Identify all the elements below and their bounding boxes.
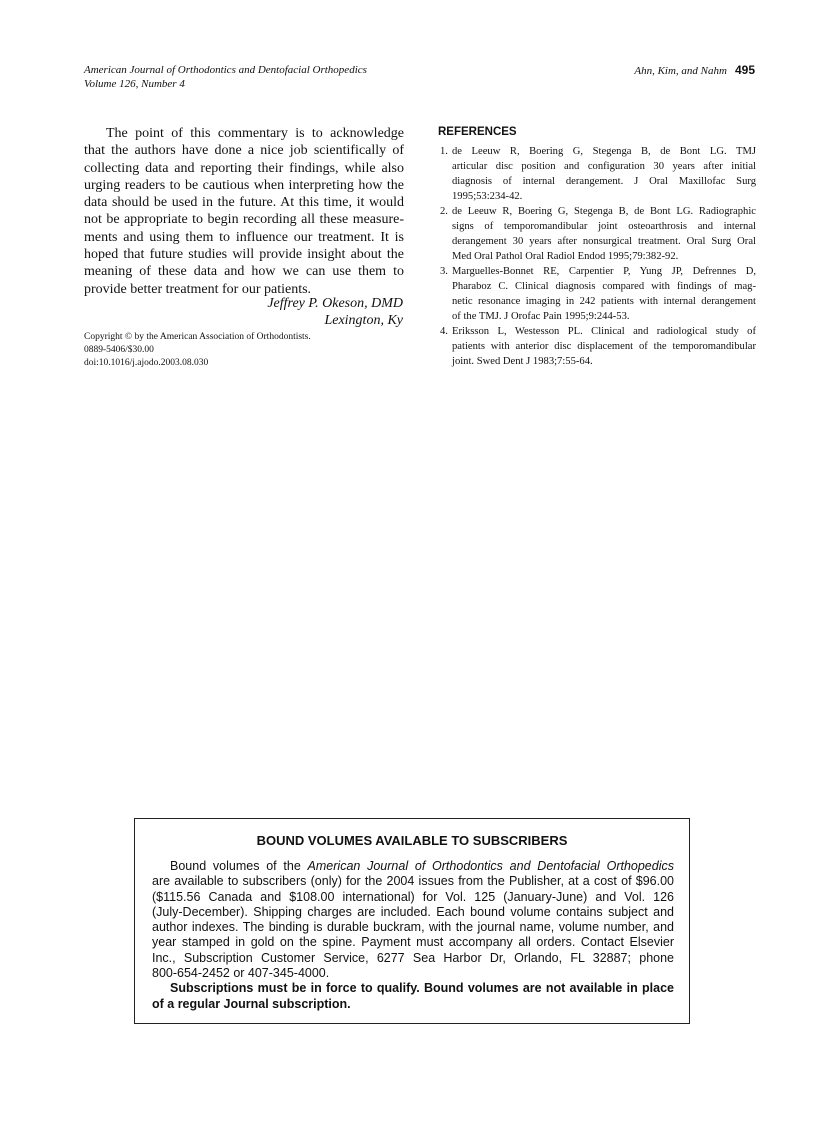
- reference-number: 4.: [440, 326, 448, 337]
- text-line: The point of this commentary is to acknowledge: [106, 126, 404, 141]
- notice-lines: [152, 874, 674, 981]
- running-header-left: [84, 63, 367, 91]
- reference-item: [438, 144, 756, 204]
- text-line: collecting data and reporting their findings, while also: [84, 160, 404, 176]
- text-line: derangement 30 years after nonsurgical treatment. Oral Surg Oral: [452, 236, 756, 247]
- notice-line: [152, 859, 674, 874]
- volume-number: Volume 126, Number 4: [84, 78, 185, 90]
- notice-bold-lines: [152, 981, 674, 1012]
- page-number: 495: [734, 63, 755, 77]
- text-line: provide better treatment for our patients.: [84, 281, 312, 297]
- text-line: de Leeuw R, Boering G, Stegenga B, de Bont LG. TMJ: [452, 146, 756, 157]
- text-line: ments and using them to influence our treatment. It is: [84, 229, 404, 245]
- text-line: year stamped in gold on the spine. Payment must accompany all orders. Contact Elsevier: [152, 935, 674, 950]
- doi: doi:10.1016/j.ajodo.2003.08.030: [84, 358, 209, 368]
- text-line: 800-654-2452 or 407-345-4000.: [152, 966, 330, 981]
- text-line: author indexes. The binding is durable buckram, with the journal name, volume number, and: [152, 920, 674, 935]
- issn: 0889-5406/$30.00: [84, 345, 154, 355]
- text-line: hoped that future studies will provide insight about the: [84, 247, 404, 263]
- text-line: signs of temporomandibular joint osteoarthrosis and internal: [452, 221, 756, 232]
- text-line: Eriksson L, Westesson PL. Clinical and radiological study of: [452, 326, 756, 337]
- running-header-right: [634, 63, 755, 78]
- author-location: Lexington, Ky: [324, 313, 403, 328]
- text-line: netic resonance imaging in 242 patients with internal derangement: [452, 296, 756, 307]
- reference-number: 2.: [440, 206, 448, 217]
- copyright-block: [84, 331, 311, 370]
- commentary-paragraph: [84, 125, 404, 298]
- text-line: Pharaboz C. Clinical diagnosis compared with findings of mag-: [452, 281, 756, 292]
- text-line: Inc., Subscription Customer Service, 6277 Sea Harbor Dr, Orlando, FL 32887; phone: [152, 950, 674, 965]
- text-line: meaning of these data and how we can use them to: [84, 264, 404, 280]
- text-line: joint. Swed Dent J 1983;7:55-64.: [452, 356, 593, 367]
- text-line: Med Oral Pathol Oral Radiol Endod 1995;79:382-92.: [452, 251, 679, 262]
- text-line: diagnosis of internal derangement. J Oral Maxillofac Surg: [452, 176, 756, 187]
- journal-name: American Journal of Orthodontics and Dentofacial Orthopedics: [307, 859, 674, 873]
- text-line: not be appropriate to begin recording all these measure-: [84, 212, 404, 228]
- journal-title: American Journal of Orthodontics and Dentofacial Orthopedics: [84, 64, 367, 76]
- author-name: Jeffrey P. Okeson, DMD: [267, 296, 403, 311]
- reference-number: 1.: [440, 146, 448, 157]
- text-line: urging readers to be cautious when interpreting how the: [84, 177, 404, 193]
- reference-item: [438, 264, 756, 324]
- article-authors: Ahn, Kim, and Nahm: [634, 65, 727, 77]
- signature: [84, 295, 403, 329]
- reference-item: [438, 204, 756, 264]
- text-line: are available to subscribers (only) for the 2004 issues from the Publisher, at a cost of $96.00: [152, 874, 674, 889]
- text-line: data should be used in the future. At this time, it would: [84, 195, 404, 211]
- text-line: patients with anterior disc displacement of the temporomandibular: [452, 341, 756, 352]
- text-line: of a regular Journal subscription.: [152, 996, 351, 1011]
- reference-list: [438, 144, 756, 369]
- references-section: [438, 126, 756, 369]
- text-line: of the TMJ. J Orofac Pain 1995;9:244-53.: [452, 311, 630, 322]
- references-heading: REFERENCES: [438, 126, 517, 138]
- text-line: Marguelles-Bonnet RE, Carpentier P, Yung JP, Defrennes D,: [452, 266, 756, 277]
- notice-text: Bound volumes of the: [170, 859, 308, 873]
- text-line: Subscriptions must be in force to qualify. Bound volumes are not available in place: [170, 981, 674, 996]
- text-line: (July-December). Shipping charges are included. Each bound volume contains subject and: [152, 904, 674, 919]
- notice-body: [152, 859, 674, 1012]
- reference-item: [438, 324, 756, 369]
- copyright-notice: Copyright © by the American Association of Orthodontists.: [84, 332, 311, 342]
- text-line: ($115.56 Canada and $108.00 international) for Vol. 125 (January-June) and Vol. 126: [152, 889, 674, 904]
- text-line: that the authors have done a nice job scientifically of: [84, 143, 404, 159]
- notice-title: BOUND VOLUMES AVAILABLE TO SUBSCRIBERS: [256, 833, 568, 848]
- text-line: articular disc position and configuration 30 years after initial: [452, 161, 756, 172]
- reference-number: 3.: [440, 266, 448, 277]
- text-line: 1995;53:234-42.: [452, 191, 523, 202]
- text-line: de Leeuw R, Boering G, Stegenga B, de Bont LG. Radiographic: [452, 206, 756, 217]
- bound-volumes-notice: [134, 818, 690, 1024]
